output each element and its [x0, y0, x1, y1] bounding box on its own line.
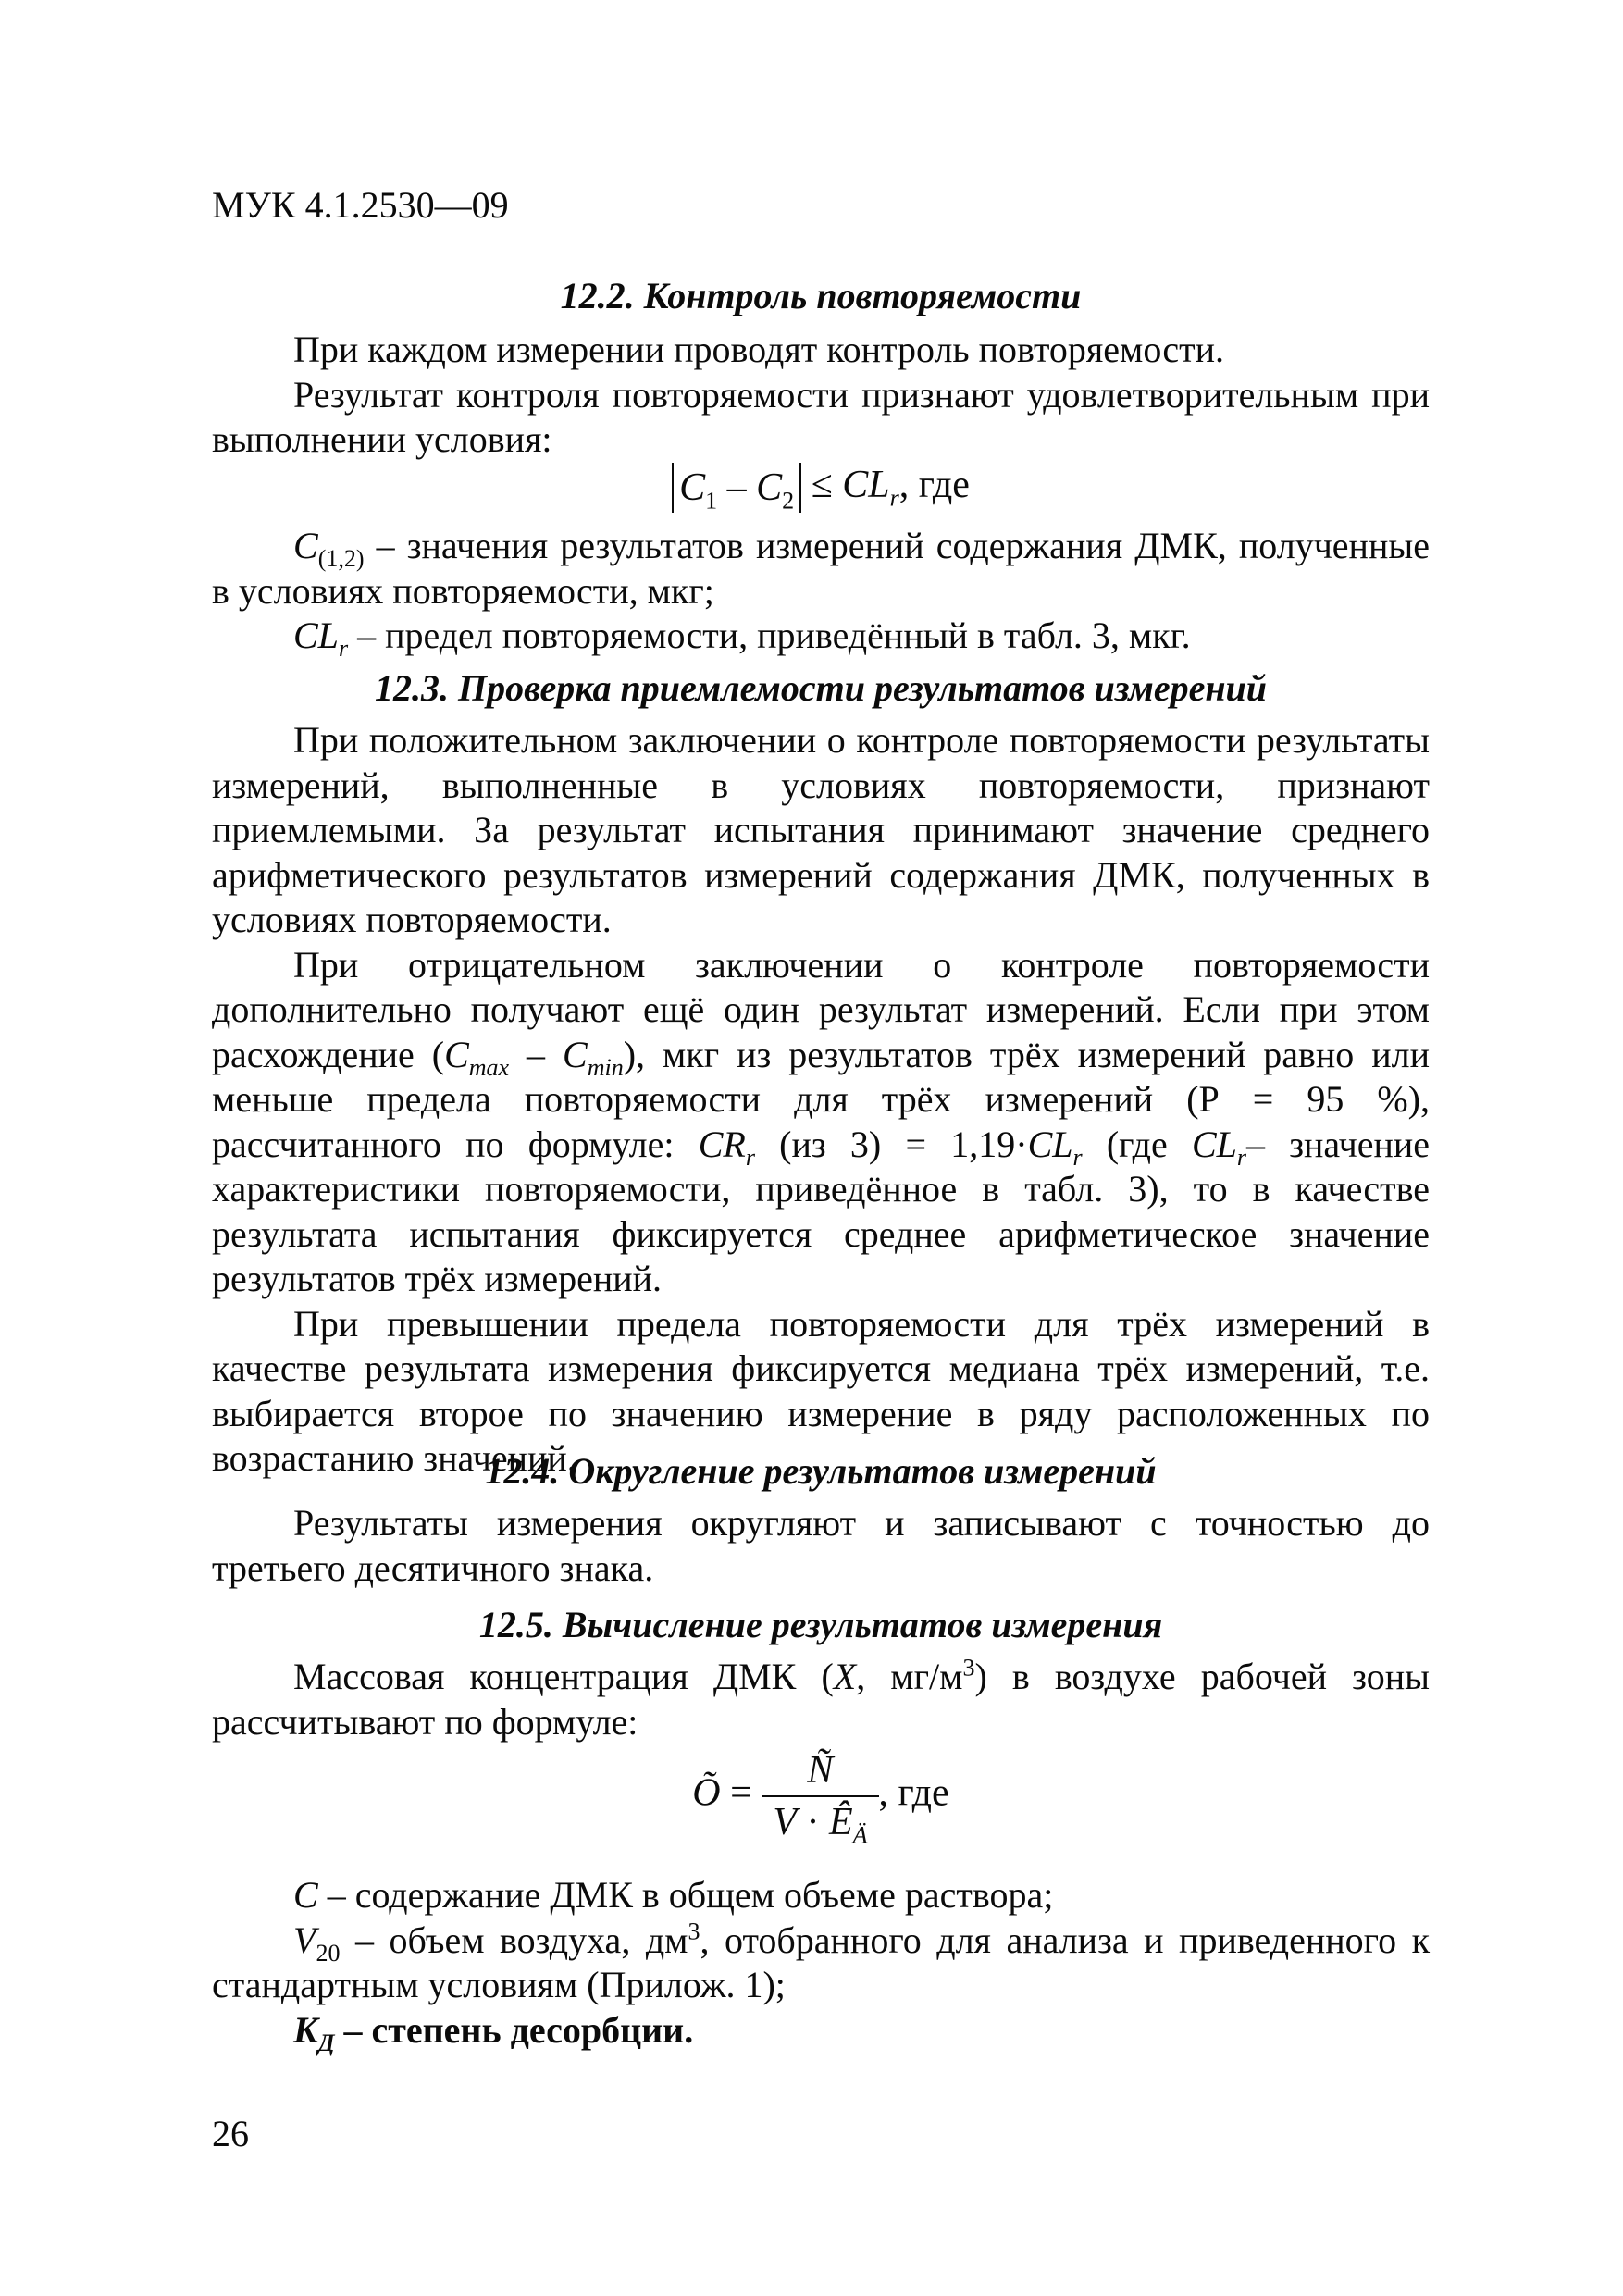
paragraph: При превышении предела повторяемости для трёх измерений в качестве результата измерения фиксируется медиана трёх измерений, т.е. выбирается второе по значению измерение в ряду расположенных по возрастанию значений.	[212, 1302, 1430, 1479]
page-number: 26	[212, 2113, 249, 2154]
paragraph-outlier: При отрицательном заключении о контроле повторяемости дополнительно получают ещё один результат измерений. Если при этом расхождение $(C_{max} - C_{min})$, мкг из результатов трёх измерений равно или меньше предела повторяемости для трёх измерений (Р = 95 %), рассчитанного по формуле: $CR_r$ (из $3) = 1,19\cdot CL_r$ (где $CL_r-$ значение характеристики повторяемости, приведённое в табл. 3), то в качестве результата испытания фиксируется среднее арифметическое значение результатов трёх измерений.	[212, 943, 1431, 1299]
definition-C: C – содержание ДМК в общем объеме раствора;	[293, 1874, 1054, 1916]
paragraph: Результат контроля повторяемости признают удовлетворительным при выполнении условия:	[212, 373, 1430, 460]
definitions-12-5	[212, 1873, 1430, 2056]
absolute-value: $C_1 - C_2$	[672, 463, 801, 513]
section-12-2-body	[212, 328, 1430, 463]
definition-Kd: $K_Д$ – степень десорбции.	[293, 2008, 694, 2056]
paragraph: Массовая концентрация ДМК (X, $мг/м^3$) в воздухе рабочей зоны рассчитывают по формуле:	[212, 1654, 1430, 1743]
definitions-12-2	[212, 524, 1430, 662]
formula-concentration: Õ = $\frac{Ñ}{V \cdot Ê_Ä}$ , где	[692, 1749, 949, 1849]
fraction: $\frac{Ñ}{V \cdot Ê_Ä}$	[762, 1747, 878, 1845]
section-heading-12-5: 12.5. Вычисление результатов измерения	[478, 1604, 1163, 1645]
section-heading-12-4: 12.4. Округление результатов измерений	[485, 1450, 1157, 1492]
definition-C12: $C_{(1,2)}$ – значения результатов измерений содержания ДМК, полученные в условиях повторяемости, мкг;	[212, 525, 1430, 612]
paragraph: При каждом измерении проводят контроль повторяемости.	[293, 329, 1224, 370]
section-12-4-body	[212, 1501, 1430, 1591]
definition-V20: $V_{20}$ – объем воздуха, $дм^3$, отобранного для анализа и приведенного к стандартным условиям (Прилож. 1);	[212, 1917, 1430, 2005]
section-heading-12-2: 12.2. Контроль повторяемости	[560, 275, 1082, 316]
section-12-5-body	[212, 1655, 1430, 1744]
section-12-3-body	[212, 718, 1430, 1482]
section-heading-12-3: 12.3. Проверка приемлемости результатов измерений	[374, 667, 1268, 709]
paragraph: Результаты измерения округляют и записывают с точностью до третьего десятичного знака.	[212, 1502, 1430, 1589]
definition-CLr: $CL_r$ – предел повторяемости, приведённый в табл. 3, мкг.	[293, 614, 1191, 662]
paragraph: При положительном заключении о контроле повторяемости результаты измерений, выполненные в условиях повторяемости, признают приемлемыми. За результат испытания принимают значение среднего арифметического результатов измерений содержания ДМК, полученных в условиях повторяемости.	[212, 719, 1430, 940]
document-code: МУК 4.1.2530—09	[212, 184, 509, 226]
formula-repeatability: $C_1 - C_2 \le CL_r$, где	[212, 463, 1430, 513]
